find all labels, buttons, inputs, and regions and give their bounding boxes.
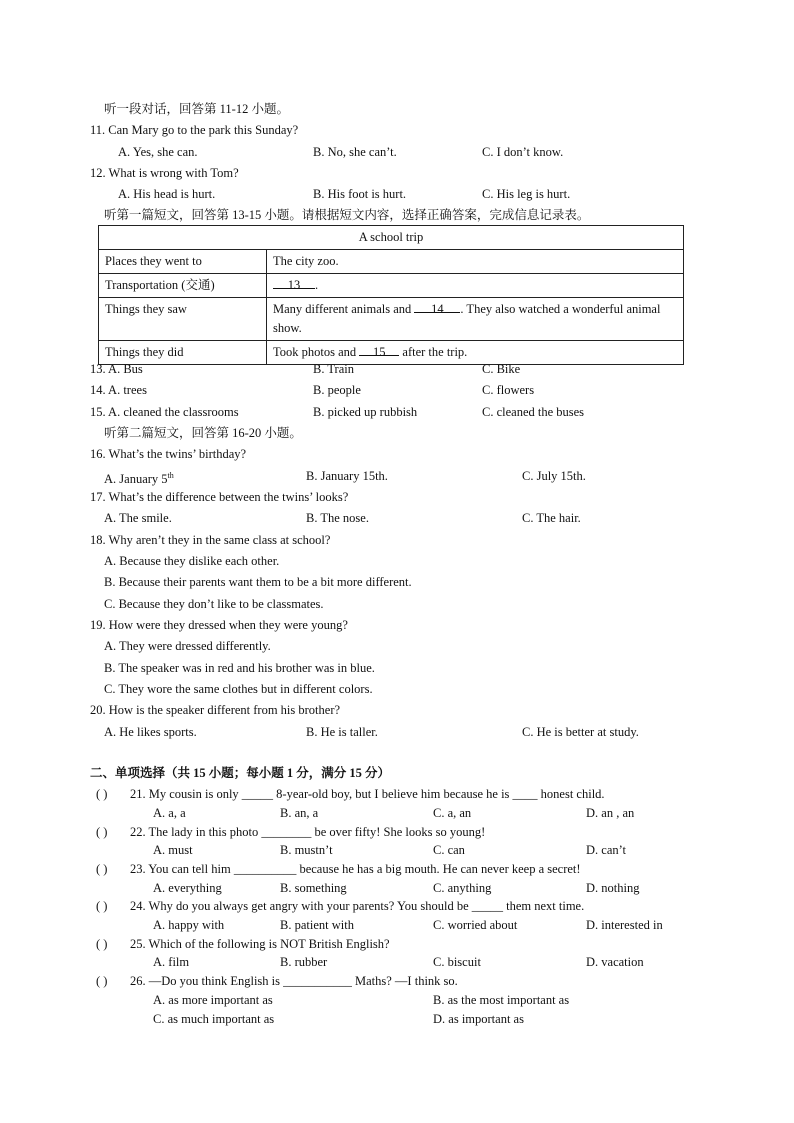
question-21: 21. My cousin is only _____ 8-year-old boy, but I believe him because he is ____ honest child. — [130, 787, 605, 801]
q22-option-c[interactable]: C. can — [433, 843, 465, 857]
q26-option-d[interactable]: D. as important as — [433, 1012, 524, 1026]
question-19: 19. How were they dressed when they were young? — [90, 618, 348, 632]
row-value — [267, 298, 684, 341]
question-20: 20. How is the speaker different from his brother? — [90, 703, 341, 717]
q17-option-a[interactable]: A. The smile. — [104, 511, 172, 525]
row-label: Transportation (交通) — [99, 274, 267, 298]
q25-option-c[interactable]: C. biscuit — [433, 955, 481, 969]
passage2-instruction: 听第二篇短文，回答第 16-20 小题。 — [104, 426, 302, 440]
q25-option-d[interactable]: D. vacation — [586, 955, 644, 969]
row-value-text: Many different animals and — [273, 302, 415, 316]
q23-option-d[interactable]: D. nothing — [586, 881, 640, 895]
q25-option-a[interactable]: A. film — [153, 955, 190, 969]
q26-option-c[interactable]: C. as much important as — [153, 1012, 275, 1026]
q13-option-c[interactable]: C. Bike — [482, 362, 521, 376]
q22-option-b[interactable]: B. mustn’t — [280, 843, 333, 857]
q23-option-b[interactable]: B. something — [280, 881, 347, 895]
q24-option-d[interactable]: D. interested in — [586, 918, 663, 932]
table-row — [99, 274, 684, 298]
q12-option-c[interactable]: C. His leg is hurt. — [482, 187, 571, 201]
q15-option-c[interactable]: C. cleaned the buses — [482, 405, 585, 419]
q11-option-a[interactable]: A. Yes, she can. — [118, 145, 198, 159]
q22-option-a[interactable]: A. must — [153, 843, 193, 857]
q11-option-b[interactable]: B. No, she can’t. — [313, 145, 397, 159]
q21-option-d[interactable]: D. an , an — [586, 806, 635, 820]
blank-15[interactable]: 15 — [359, 343, 399, 356]
q13-option-a[interactable]: 13. A. Bus — [90, 362, 143, 376]
q12-option-b[interactable]: B. His foot is hurt. — [313, 187, 407, 201]
q21-option-b[interactable]: B. an, a — [280, 806, 319, 820]
question-12: 12. What is wrong with Tom? — [90, 166, 239, 180]
q23-option-c[interactable]: C. anything — [433, 881, 492, 895]
q20-option-a[interactable]: A. He likes sports. — [104, 725, 197, 739]
q24-option-a[interactable]: A. happy with — [153, 918, 225, 932]
section2-heading: 二、单项选择（共 15 小题；每小题 1 分，满分 15 分） — [90, 766, 391, 780]
q19-option-b[interactable]: B. The speaker was in red and his brother was in blue. — [104, 661, 375, 675]
question-24: 24. Why do you always get angry with your parents? You should be _____ them next time. — [130, 899, 585, 913]
answer-paren-24[interactable]: ( ) — [96, 899, 108, 913]
q16-option-a-sup: th — [167, 471, 174, 480]
table-row — [99, 298, 684, 341]
q21-option-a[interactable]: A. a, a — [153, 806, 186, 820]
passage1-instruction: 听第一篇短文，回答第 13-15 小题。请根据短文内容，选择正确答案，完成信息记录表。 — [104, 208, 590, 222]
q18-option-b[interactable]: B. Because their parents want them to be a bit more different. — [104, 575, 412, 589]
table-row — [99, 250, 684, 274]
q23-option-a[interactable]: A. everything — [153, 881, 222, 895]
q20-option-b[interactable]: B. He is taller. — [306, 725, 378, 739]
row-value-text: Took photos and — [273, 345, 360, 359]
q26-option-a[interactable]: A. as more important as — [153, 993, 273, 1007]
row-value-text: The city zoo. — [273, 254, 339, 268]
q14-option-a[interactable]: 14. A. trees — [90, 383, 147, 397]
row-label: Places they went to — [99, 250, 267, 274]
q16-option-a[interactable] — [104, 468, 174, 487]
row-value-text: . They also watched a wonderful animal show. — [273, 302, 661, 335]
q15-option-a[interactable]: 15. A. cleaned the classrooms — [90, 405, 239, 419]
table-title: A school trip — [99, 226, 684, 250]
row-value-text: after the trip. — [399, 345, 468, 359]
q14-option-b[interactable]: B. people — [313, 383, 361, 397]
blank-13[interactable]: 13 — [273, 276, 315, 289]
q17-option-c[interactable]: C. The hair. — [522, 511, 581, 525]
q15-option-b[interactable]: B. picked up rubbish — [313, 405, 418, 419]
q17-option-b[interactable]: B. The nose. — [306, 511, 369, 525]
q16-option-c[interactable]: C. July 15th. — [522, 469, 586, 483]
q18-option-c[interactable]: C. Because they don’t like to be classmates. — [104, 597, 324, 611]
q21-option-c[interactable]: C. a, an — [433, 806, 472, 820]
q16-option-b[interactable]: B. January 15th. — [306, 469, 388, 483]
q19-option-a[interactable]: A. They were dressed differently. — [104, 639, 271, 653]
answer-paren-25[interactable]: ( ) — [96, 937, 108, 951]
q24-option-c[interactable]: C. worried about — [433, 918, 518, 932]
question-11: 11. Can Mary go to the park this Sunday? — [90, 123, 299, 137]
question-22: 22. The lady in this photo ________ be over fifty! She looks so young! — [130, 825, 486, 839]
q24-option-b[interactable]: B. patient with — [280, 918, 354, 932]
blank-14[interactable]: 14 — [414, 300, 460, 313]
question-23: 23. You can tell him __________ because he has a big mouth. He can never keep a secret! — [130, 862, 581, 876]
row-label: Things they saw — [99, 298, 267, 341]
question-16: 16. What’s the twins’ birthday? — [90, 447, 247, 461]
question-26: 26. —Do you think English is ___________ Maths? —I think so. — [130, 974, 458, 988]
row-value-text: . — [315, 278, 319, 292]
q11-option-c[interactable]: C. I don’t know. — [482, 145, 564, 159]
q19-option-c[interactable]: C. They wore the same clothes but in different colors. — [104, 682, 373, 696]
q25-option-b[interactable]: B. rubber — [280, 955, 328, 969]
q12-option-a[interactable]: A. His head is hurt. — [118, 187, 216, 201]
info-record-table — [98, 225, 684, 365]
q16-option-a-text: A. January 5 — [104, 472, 168, 487]
table-row — [99, 341, 684, 365]
q18-option-a[interactable]: A. Because they dislike each other. — [104, 554, 280, 568]
question-17: 17. What’s the difference between the twins’ looks? — [90, 490, 349, 504]
q26-option-b[interactable]: B. as the most important as — [433, 993, 570, 1007]
dialogue-instruction: 听一段对话，回答第 11-12 小题。 — [104, 102, 289, 116]
q13-option-b[interactable]: B. Train — [313, 362, 354, 376]
question-25: 25. Which of the following is NOT British English? — [130, 937, 390, 951]
row-value — [267, 274, 684, 298]
answer-paren-22[interactable]: ( ) — [96, 825, 108, 839]
q22-option-d[interactable]: D. can’t — [586, 843, 627, 857]
answer-paren-21[interactable]: ( ) — [96, 787, 108, 801]
question-18: 18. Why aren’t they in the same class at school? — [90, 533, 331, 547]
row-value — [267, 250, 684, 274]
row-label: Things they did — [99, 341, 267, 365]
q20-option-c[interactable]: C. He is better at study. — [522, 725, 639, 739]
answer-paren-23[interactable]: ( ) — [96, 862, 108, 876]
answer-paren-26[interactable]: ( ) — [96, 974, 108, 988]
q14-option-c[interactable]: C. flowers — [482, 383, 535, 397]
